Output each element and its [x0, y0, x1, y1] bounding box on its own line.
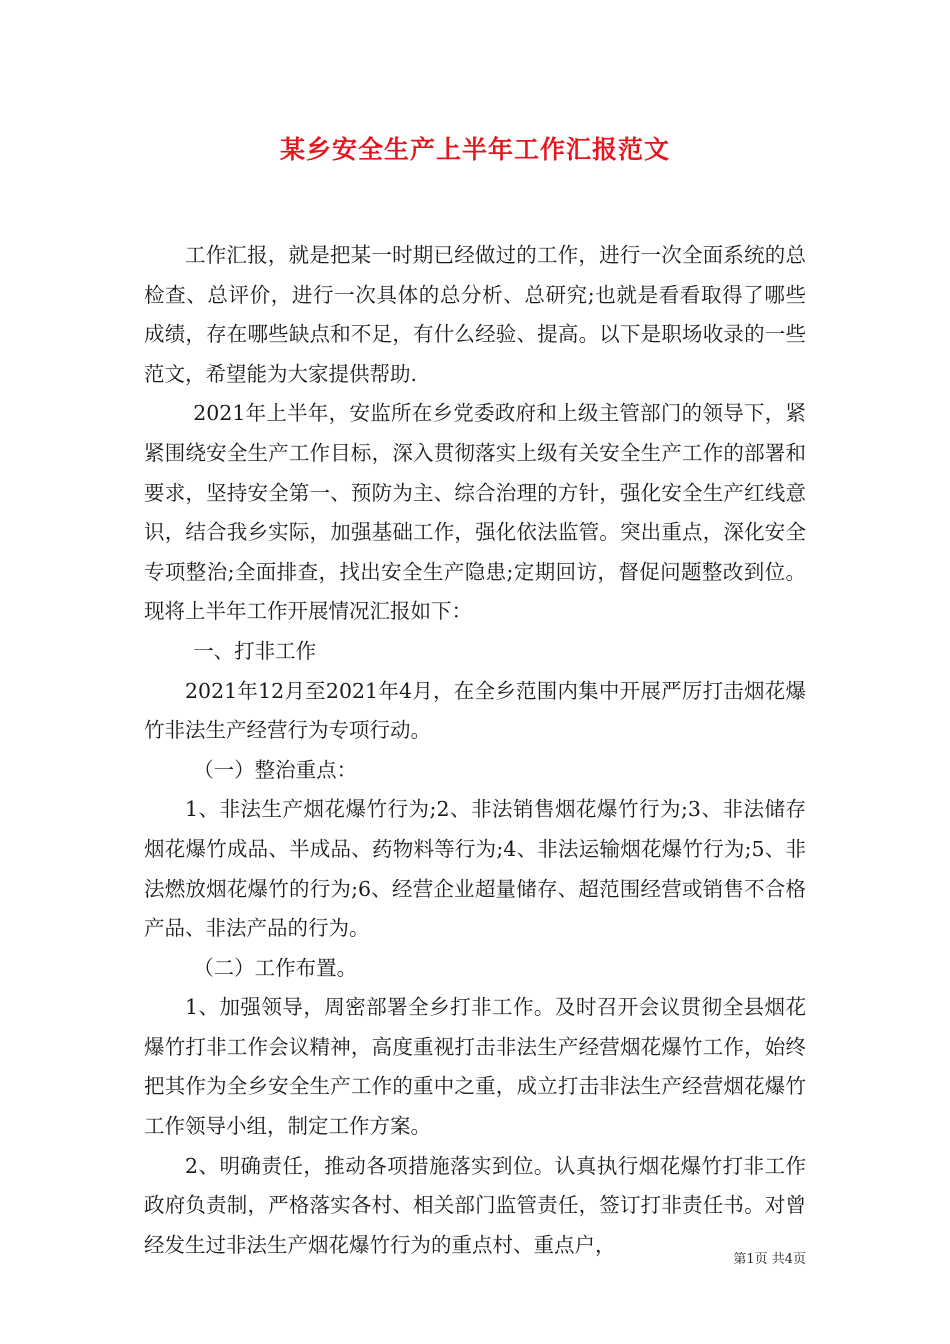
section-heading-1: 一、打非工作 — [193, 638, 317, 663]
paragraph-focus-items: 1、非法生产烟花爆竹行为;2、非法销售烟花爆竹行为;3、非法储存烟花爆竹成品、半成品、药物料等行为;4、非法运输烟花爆竹行为;5、非法燃放烟花爆竹的行为;6、经营企业超量储存、超范围经营或销售不合格产品、非法产品的行为。 — [144, 797, 806, 941]
document-title: 某乡安全生产上半年工作汇报范文 — [279, 135, 670, 164]
document-body — [144, 236, 806, 1265]
page-number: 第1页 共4页 — [733, 1252, 806, 1267]
paragraph-campaign: 2021年12月至2021年4月，在全乡范围内集中开展严厉打击烟花爆竹非法生产经营行为专项行动。 — [144, 678, 806, 743]
subheading-focus: （一）整治重点： — [193, 757, 358, 782]
paragraph-overview: 2021年上半年，安监所在乡党委政府和上级主管部门的领导下，紧紧围绕安全生产工作目标，深入贯彻落实上级有关安全生产工作的部署和要求，坚持安全第一、预防为主、综合治理的方针，强化安全生产红线意识，结合我乡实际，加强基础工作，强化依法监管。突出重点，深化安全专项整治;全面排查，找出安全生产隐患;定期回访，督促问题整改到位。现将上半年工作开展情况汇报如下： — [144, 401, 806, 624]
paragraph-intro: 工作汇报，就是把某一时期已经做过的工作，进行一次全面系统的总检查、总评价，进行一次具体的总分析、总研究;也就是看看取得了哪些成绩，存在哪些缺点和不足，有什么经验、提高。以下是职场收录的一些范文，希望能为大家提供帮助. — [144, 243, 806, 386]
paragraph-arrangement-2: 2、明确责任，推动各项措施落实到位。认真执行烟花爆竹打非工作政府负责制，严格落实各村、相关部门监管责任，签订打非责任书。对曾经发生过非法生产烟花爆竹行为的重点村、重点户， — [144, 1153, 806, 1257]
paragraph-arrangement-1: 1、加强领导，周密部署全乡打非工作。及时召开会议贯彻全县烟花爆竹打非工作会议精神，高度重视打击非法生产经营烟花爆竹工作，始终把其作为全乡安全生产工作的重中之重，成立打击非法生产经营烟花爆竹工作领导小组，制定工作方案。 — [144, 995, 806, 1139]
subheading-arrangement: （二）工作布置。 — [193, 955, 358, 980]
